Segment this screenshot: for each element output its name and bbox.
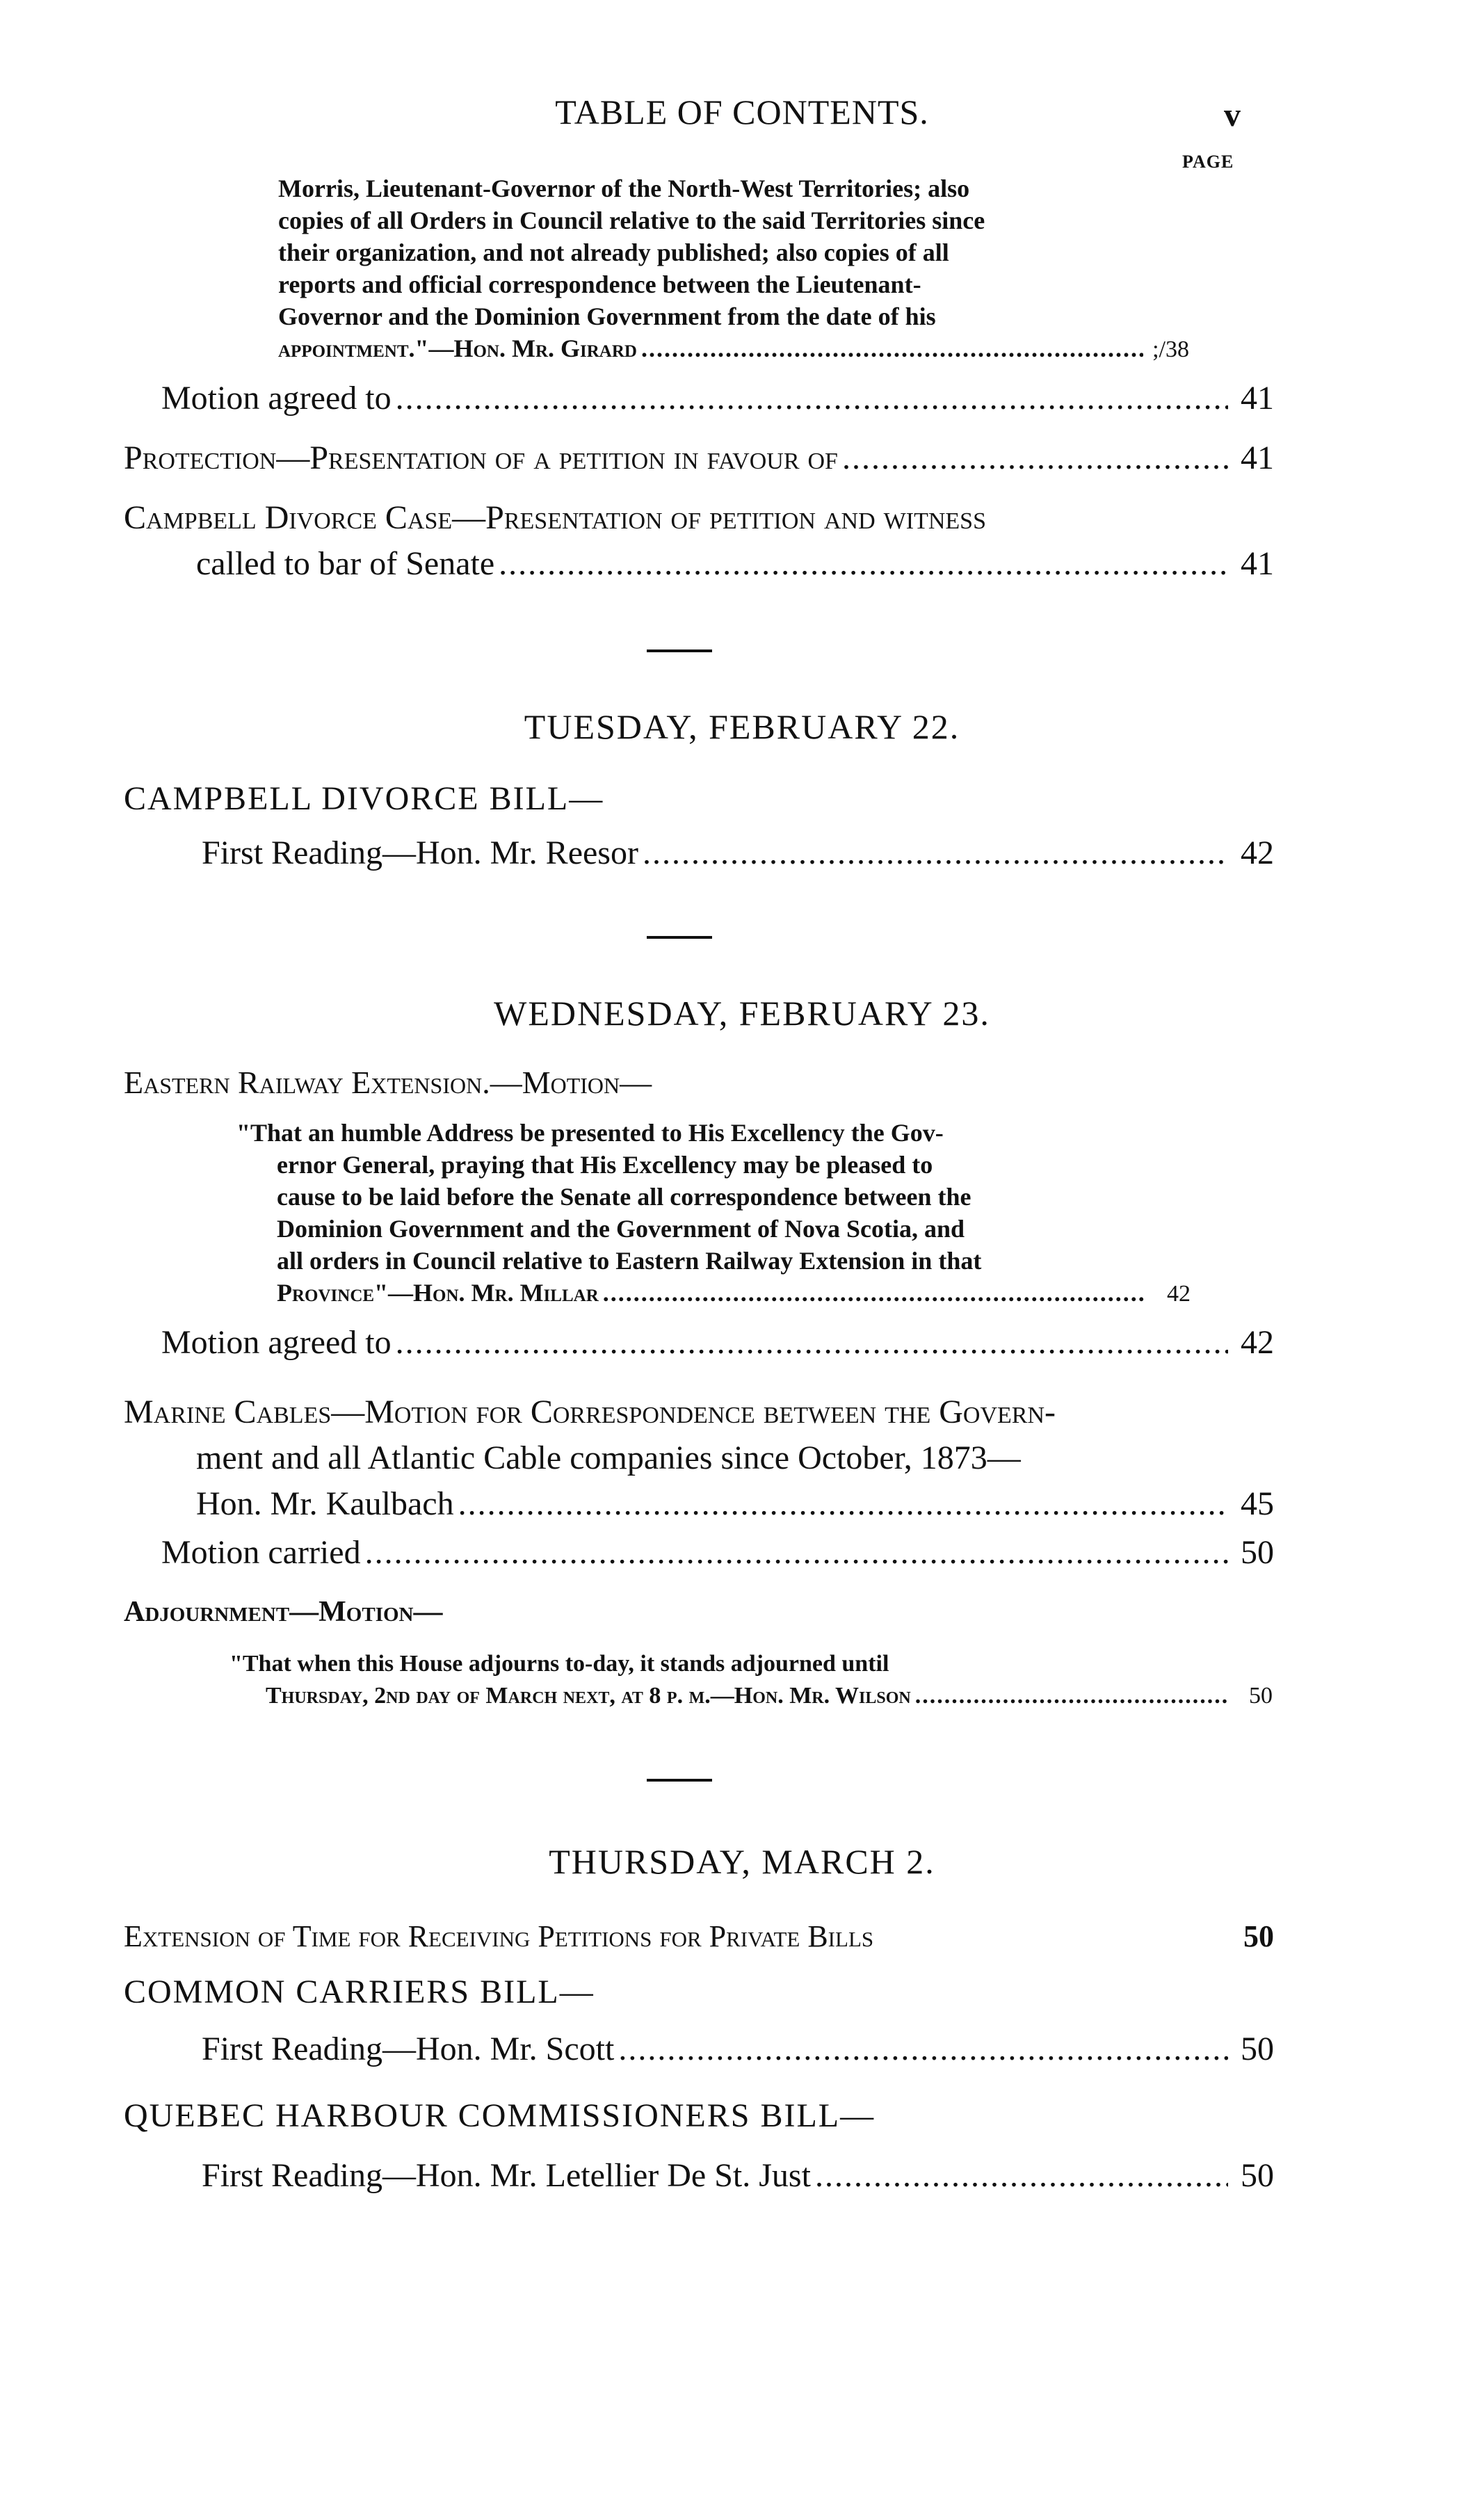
quote-line: Province"—Hon. Mr. Millar	[277, 1279, 599, 1307]
leader-dots	[641, 332, 1143, 364]
page-ref: 41	[1241, 380, 1274, 417]
toc-entry	[202, 2026, 1274, 2072]
leader-dots	[915, 1680, 1227, 1712]
continued-line: their organization, and not already published; also copies of all	[278, 239, 949, 266]
leader-dots	[396, 376, 1228, 421]
entry-label-cont: called to bar of Senate	[196, 545, 495, 582]
page-numeral: v	[1224, 97, 1241, 134]
leader-dots	[499, 541, 1228, 587]
page-ref: 50	[1249, 1683, 1273, 1709]
quote-line: all orders in Council relative to Eastern Railway Extension in that	[277, 1247, 982, 1275]
toc-entry	[161, 1530, 1274, 1576]
entry-label: Motion agreed to	[161, 1324, 392, 1361]
bill-heading: QUEBEC HARBOUR COMMISSIONERS BILL—	[124, 2097, 876, 2134]
entry-label: First Reading—Hon. Mr. Letellier De St. Just	[202, 2157, 811, 2194]
continued-line: appointment."—Hon. Mr. Girard	[278, 334, 637, 362]
leader-dots	[618, 2026, 1228, 2072]
entry-label: First Reading—Hon. Mr. Reesor	[202, 834, 638, 871]
continued-line: Morris, Lieutenant-Governor of the North-West Territories; also	[278, 175, 970, 202]
motion-quote	[229, 1648, 1273, 1712]
page-ref: 42	[1241, 834, 1274, 871]
entry-label-cont: Hon. Mr. Kaulbach	[196, 1485, 454, 1522]
bill-heading: COMMON CARRIERS BILL—	[124, 1974, 595, 2010]
entry-label: Extension of Time for Receiving Petitions for Private Bills	[124, 1919, 874, 1953]
section-rule	[647, 649, 712, 652]
continued-entry	[278, 172, 1189, 366]
toc-entry	[161, 376, 1274, 421]
toc-entry	[124, 1389, 1274, 1527]
page-ref: 41	[1241, 545, 1274, 582]
entry-heading: Eastern Railway Extension.—Motion—	[124, 1065, 652, 1100]
entry-label: Motion agreed to	[161, 380, 392, 417]
leader-dots	[643, 830, 1228, 876]
date-heading: THURSDAY, MARCH 2.	[549, 1842, 935, 1881]
entry-label: Protection—Presentation of a petition in favour of	[124, 439, 838, 476]
entry-label: Marine Cables—Motion for Correspondence between the Govern-	[124, 1394, 1056, 1430]
page-ref: ;/38	[1152, 337, 1189, 362]
leader-dots	[842, 435, 1228, 481]
leader-dots	[365, 1530, 1228, 1576]
motion-quote	[236, 1117, 1191, 1310]
toc-entry	[124, 1914, 1274, 1960]
leader-dots	[396, 1320, 1228, 1366]
date-heading: TUESDAY, FEBRUARY 22.	[524, 707, 960, 746]
quote-line: "That when this House adjourns to-day, it stands adjourned until	[229, 1651, 889, 1677]
page-ref: 50	[1241, 2157, 1274, 2194]
page-column-label: PAGE	[1182, 152, 1234, 172]
entry-label: First Reading—Hon. Mr. Scott	[202, 2031, 615, 2067]
quote-line: cause to be laid before the Senate all correspondence between the	[277, 1183, 971, 1211]
page-ref: 45	[1241, 1485, 1274, 1522]
date-heading: WEDNESDAY, FEBRUARY 23.	[494, 994, 990, 1033]
section-rule	[647, 936, 712, 939]
leader-dots	[815, 2153, 1228, 2199]
page-ref: 41	[1241, 439, 1274, 476]
quote-line: ernor General, praying that His Excellency may be pleased to	[277, 1151, 933, 1179]
quote-line: Thursday, 2nd day of March next, at 8 p. m.—Hon. Mr. Wilson	[266, 1683, 911, 1709]
section-rule	[647, 1779, 712, 1782]
bill-heading: CAMPBELL DIVORCE BILL—	[124, 780, 604, 817]
continued-line: copies of all Orders in Council relative to the said Territories since	[278, 207, 985, 234]
continued-line: reports and official correspondence between the Lieutenant-	[278, 271, 921, 298]
continued-line-last	[278, 332, 1189, 366]
toc-entry	[161, 1320, 1274, 1366]
page-ref: 42	[1241, 1324, 1274, 1361]
page-ref: 50	[1243, 1919, 1274, 1953]
entry-label-cont: ment and all Atlantic Cable companies since October, 1873—	[196, 1439, 1021, 1476]
entry-label: Motion carried	[161, 1534, 361, 1571]
page-ref: 50	[1241, 1534, 1274, 1571]
toc-entry	[124, 435, 1274, 481]
page-ref: 50	[1241, 2031, 1274, 2067]
toc-entry	[202, 830, 1274, 876]
page-ref: 42	[1167, 1281, 1191, 1307]
continued-line: Governor and the Dominion Government from the date of his	[278, 302, 936, 330]
leader-dots	[603, 1277, 1145, 1309]
leader-dots	[458, 1481, 1228, 1527]
entry-label: Campbell Divorce Case—Presentation of petition and witness	[124, 499, 986, 536]
quote-line: Dominion Government and the Government of Nova Scotia, and	[277, 1215, 965, 1243]
entry-heading: Adjournment—Motion—	[124, 1596, 443, 1628]
quote-line: "That an humble Address be presented to His Excellency the Gov-	[236, 1119, 944, 1147]
running-title: TABLE OF CONTENTS.	[555, 92, 929, 131]
toc-entry	[202, 2153, 1274, 2199]
toc-entry	[124, 495, 1274, 587]
